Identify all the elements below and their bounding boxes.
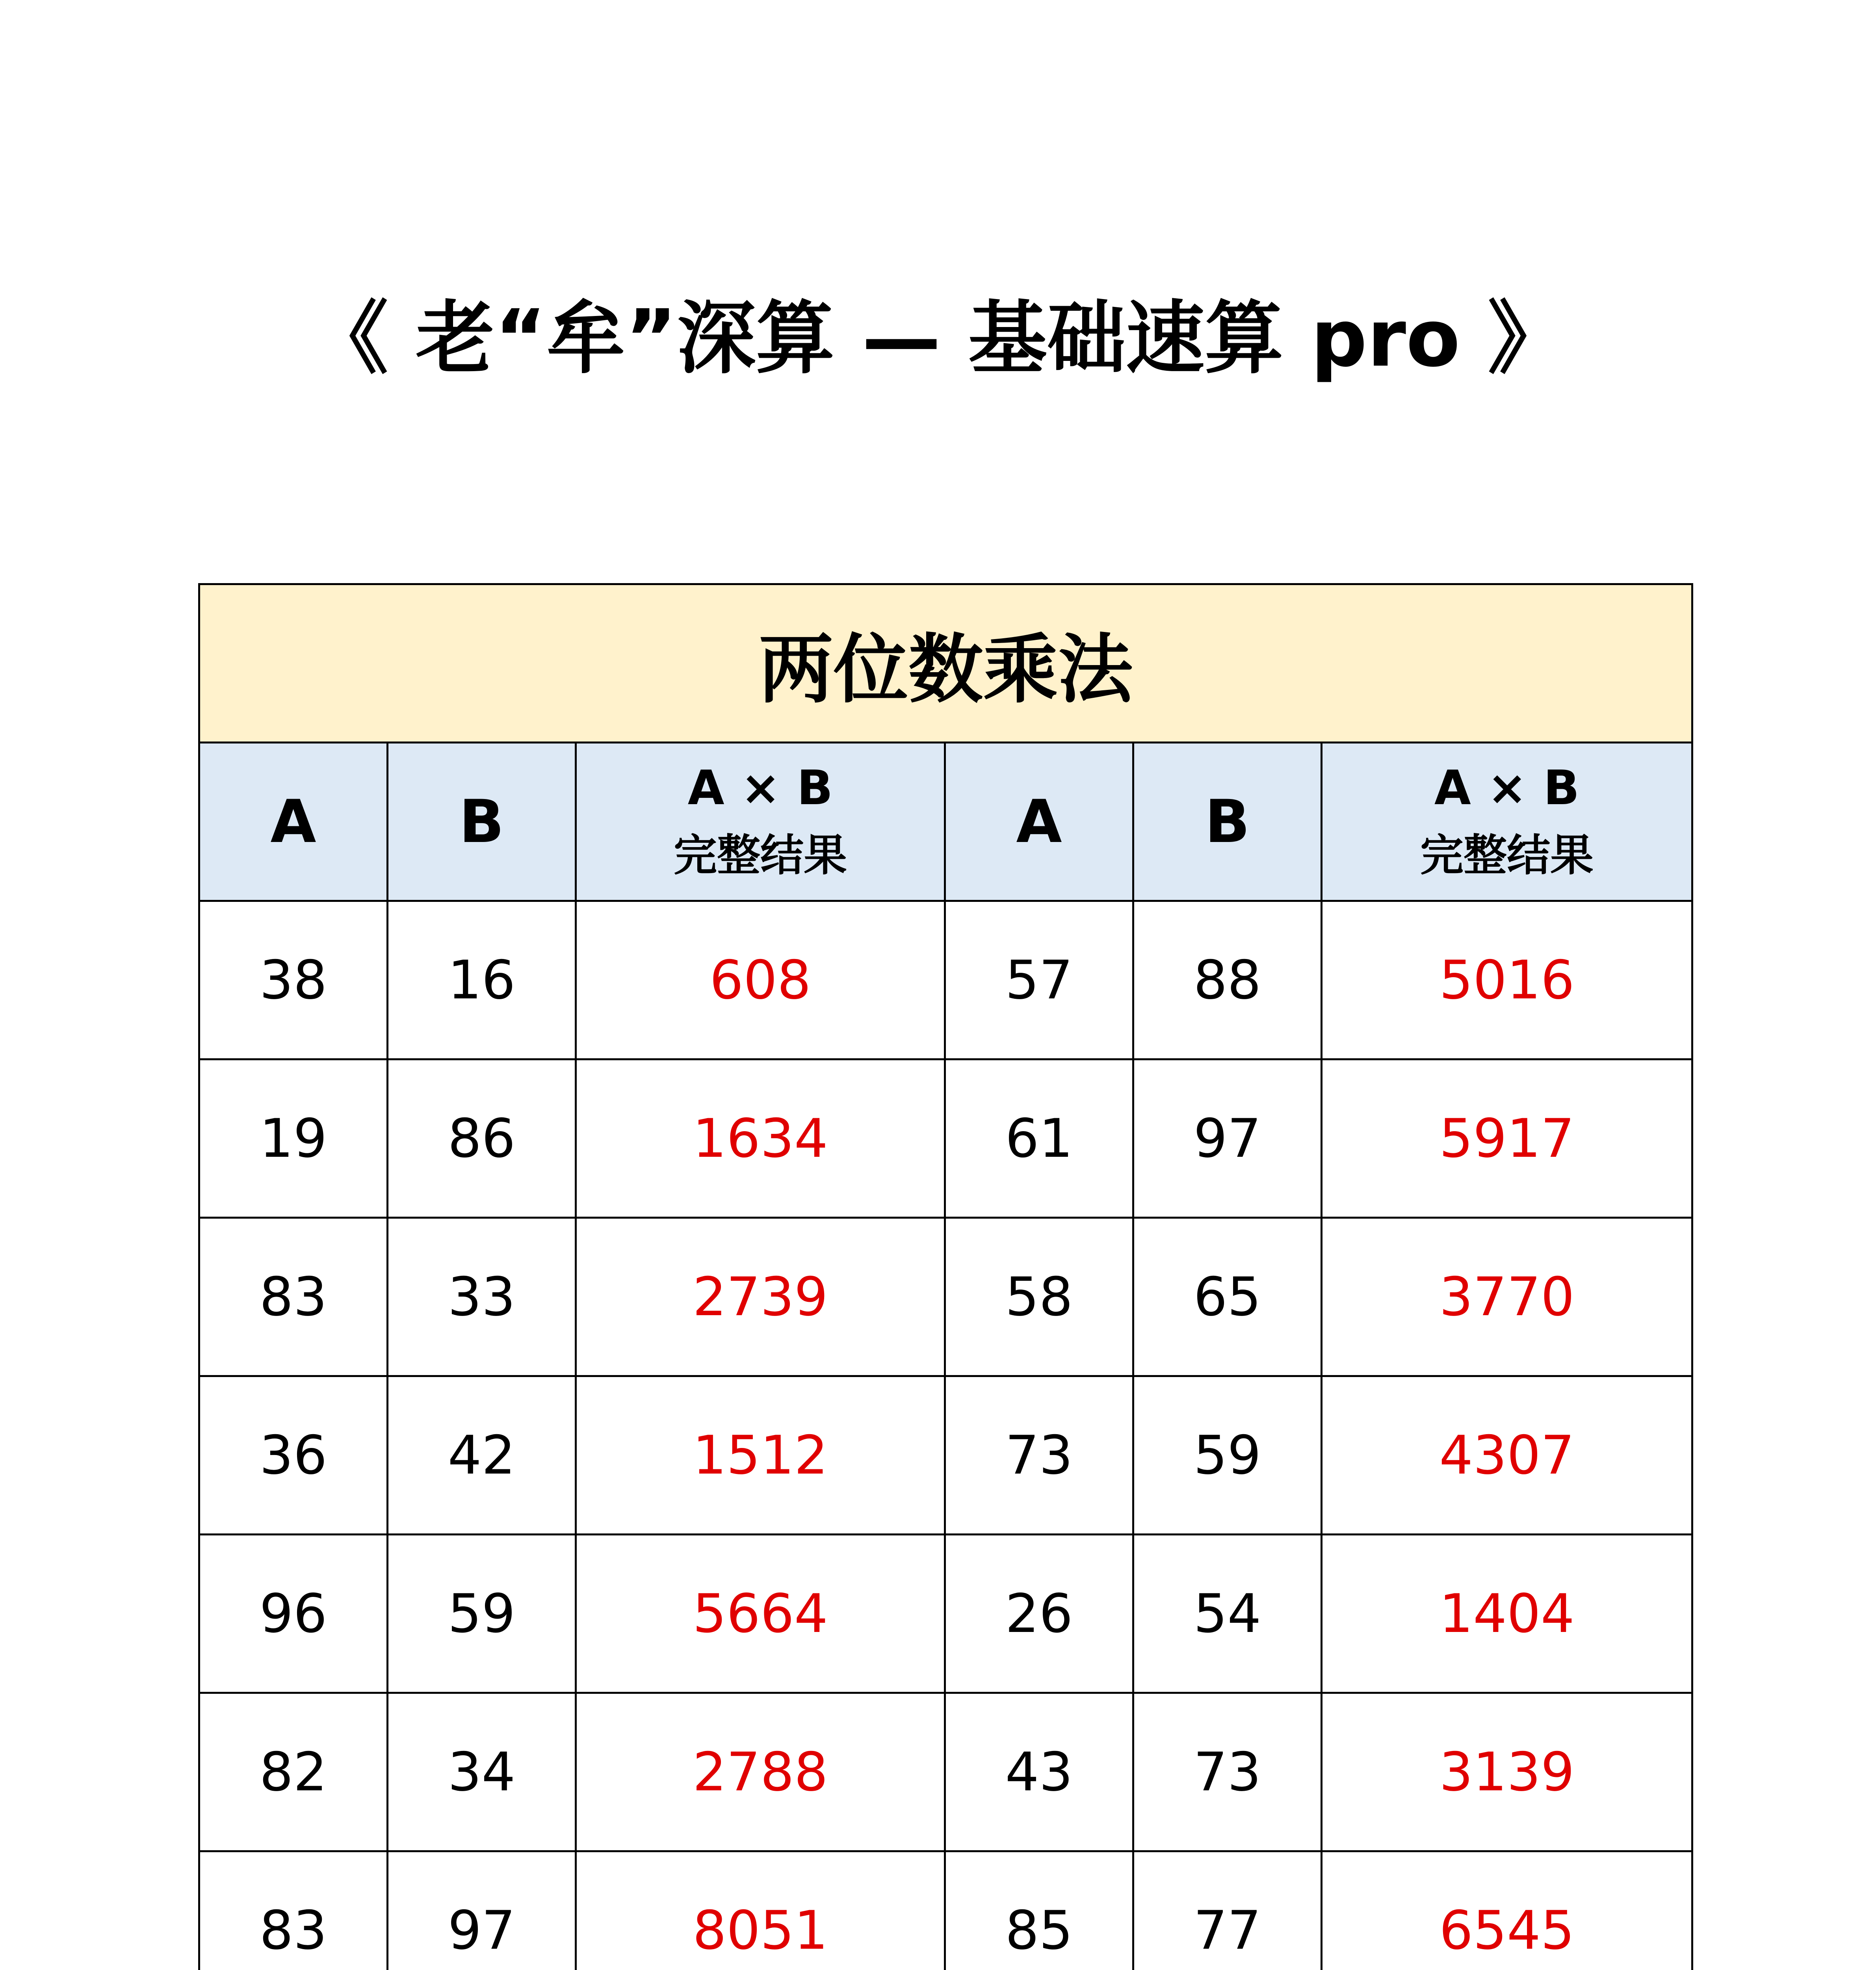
table-caption: 两位数乘法 <box>199 584 1692 743</box>
cell-result: 2739 <box>576 1218 945 1376</box>
cell-result: 1512 <box>576 1376 945 1535</box>
page-title: 《 老“牟”深算 — 基础速算 pro 》 <box>309 293 1567 385</box>
header-b-left: B <box>388 743 576 901</box>
cell-a: 82 <box>199 1693 388 1851</box>
table-row <box>199 1851 1692 1970</box>
cell-result: 1404 <box>1322 1535 1692 1693</box>
header-a-right: A <box>945 743 1133 901</box>
cell-b: 16 <box>388 901 576 1059</box>
header-a-left: A <box>199 743 388 901</box>
cell-result: 5917 <box>1322 1059 1692 1218</box>
cell-b: 42 <box>388 1376 576 1535</box>
cell-result: 3770 <box>1322 1218 1692 1376</box>
table-row <box>199 1059 1692 1218</box>
cell-a: 57 <box>945 901 1133 1059</box>
cell-a: 38 <box>199 901 388 1059</box>
header-result-left-formula: A × B <box>687 760 833 816</box>
cell-b: 59 <box>1133 1376 1322 1535</box>
cell-a: 73 <box>945 1376 1133 1535</box>
cell-a: 96 <box>199 1535 388 1693</box>
header-result-right-label: 完整结果 <box>1420 830 1594 881</box>
cell-b: 33 <box>388 1218 576 1376</box>
cell-a: 19 <box>199 1059 388 1218</box>
cell-b: 34 <box>388 1693 576 1851</box>
cell-result: 608 <box>576 901 945 1059</box>
cell-result: 3139 <box>1322 1693 1692 1851</box>
cell-a: 36 <box>199 1376 388 1535</box>
header-result-left <box>576 743 945 901</box>
table-row <box>199 1535 1692 1693</box>
cell-result: 4307 <box>1322 1376 1692 1535</box>
cell-a: 83 <box>199 1218 388 1376</box>
cell-b: 97 <box>1133 1059 1322 1218</box>
cell-a: 61 <box>945 1059 1133 1218</box>
cell-b: 97 <box>388 1851 576 1970</box>
cell-result: 6545 <box>1322 1851 1692 1970</box>
cell-b: 54 <box>1133 1535 1322 1693</box>
header-result-left-label: 完整结果 <box>674 830 847 881</box>
table-row <box>199 1693 1692 1851</box>
cell-result: 5664 <box>576 1535 945 1693</box>
cell-result: 1634 <box>576 1059 945 1218</box>
cell-result: 8051 <box>576 1851 945 1970</box>
cell-b: 73 <box>1133 1693 1322 1851</box>
table-row <box>199 901 1692 1059</box>
header-b-right: B <box>1133 743 1322 901</box>
cell-b: 77 <box>1133 1851 1322 1970</box>
cell-a: 43 <box>945 1693 1133 1851</box>
cell-a: 58 <box>945 1218 1133 1376</box>
cell-b: 65 <box>1133 1218 1322 1376</box>
cell-result: 5016 <box>1322 901 1692 1059</box>
cell-a: 26 <box>945 1535 1133 1693</box>
table-row <box>199 1218 1692 1376</box>
header-result-right-formula: A × B <box>1434 760 1580 816</box>
cell-a: 85 <box>945 1851 1133 1970</box>
cell-result: 2788 <box>576 1693 945 1851</box>
cell-b: 88 <box>1133 901 1322 1059</box>
table-row <box>199 1376 1692 1535</box>
cell-b: 59 <box>388 1535 576 1693</box>
header-result-right <box>1322 743 1692 901</box>
cell-b: 86 <box>388 1059 576 1218</box>
multiplication-table <box>198 583 1693 1970</box>
cell-a: 83 <box>199 1851 388 1970</box>
